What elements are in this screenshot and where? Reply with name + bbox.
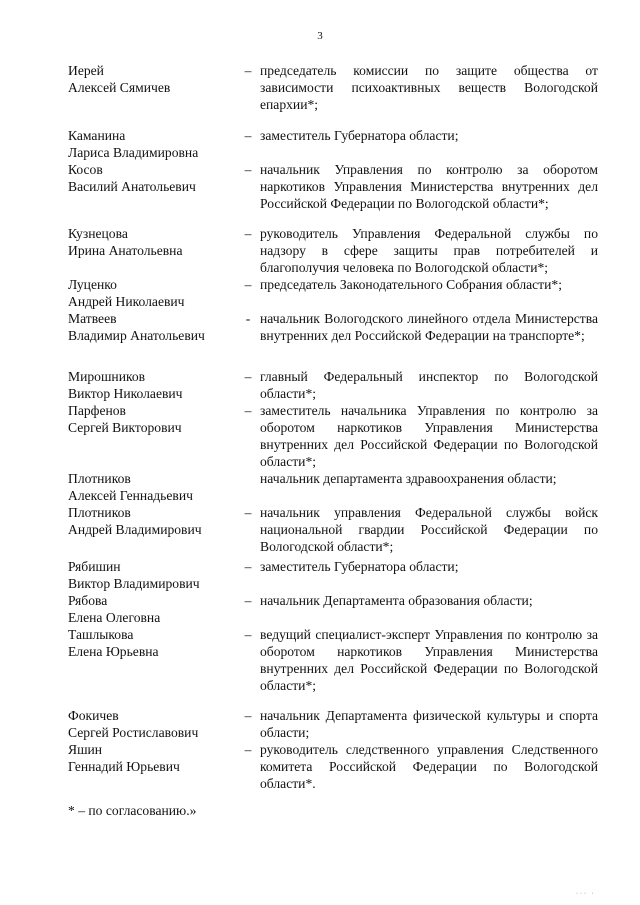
member-role: начальник Департамента образования области; [260,593,533,608]
commission-member-list [68,62,598,792]
member-given-names: Алексей Сямичев [68,80,171,95]
member-surname: Фокичев [68,708,119,723]
member-surname: Мирошников [68,369,146,384]
member-role: председатель комиссии по защите общества от зависимости психоактивных веществ Вологодской епархии*; [260,63,598,112]
entry-dash: – [244,559,252,574]
member-entry [68,470,598,504]
member-surname: Иерей [68,63,104,78]
entry-dash: – [244,708,252,723]
entry-dash: – [244,63,252,78]
member-name [68,161,236,212]
member-name [68,368,236,402]
member-entry [68,310,598,344]
member-surname: Косов [68,162,103,177]
member-given-names: Владимир Анатольевич [68,328,205,343]
member-name [68,592,236,626]
member-entry [68,127,598,161]
member-entry [68,558,598,592]
member-entry [68,276,598,310]
member-surname: Кузнецова [68,226,128,241]
member-surname: Рябишин [68,559,121,574]
page-number: 3 [317,30,323,42]
entry-dash: – [244,505,252,520]
member-given-names: Ирина Анатольевна [68,243,183,258]
entry-dash: – [244,128,252,143]
member-name [68,504,236,555]
member-entry [68,62,598,113]
entry-dash: – [244,593,252,608]
member-entry [68,626,598,694]
member-surname: Рябова [68,593,108,608]
scan-corner-marks: ··· · [576,891,596,897]
member-name [68,470,236,504]
member-given-names: Сергей Викторович [68,420,182,435]
member-surname: Каманина [68,128,126,143]
member-entry [68,402,598,470]
member-role: заместитель Губернатора области; [260,559,459,574]
member-role: начальник управления Федеральной службы войск национальной гвардии Российской Федерации по Вологодской области*; [260,505,598,554]
member-surname: Матвеев [68,311,117,326]
member-given-names: Алексей Геннадьевич [68,488,193,503]
member-name [68,402,236,470]
member-surname: Плотников [68,505,131,520]
member-role: председатель Законодательного Собрания области*; [260,277,562,292]
member-role: начальник Департамента физической культуры и спорта области; [260,708,598,740]
entry-dash: – [244,369,252,384]
member-entry [68,741,598,792]
member-entry [68,368,598,402]
footnote: * – по согласованию.» [68,803,197,818]
member-surname: Луценко [68,277,117,292]
member-role: ведущий специалист-эксперт Управления по контролю за оборотом наркотиков Управления Министерства внутренних дел Российской Федерации по Вологодской области*; [260,627,598,693]
member-given-names: Геннадий Юрьевич [68,759,180,774]
member-surname: Яшин [68,742,103,757]
member-role: начальник Управления по контролю за оборотом наркотиков Управления Министерства внутренних дел Российской Федерации по Вологодской области*; [260,162,598,211]
member-entry [68,225,598,276]
member-surname: Плотников [68,471,131,486]
member-name [68,62,236,113]
member-entry [68,504,598,555]
entry-dash: – [244,627,252,642]
entry-dash [236,470,260,504]
member-given-names: Лариса Владимировна [68,145,199,160]
member-surname: Парфенов [68,403,126,418]
member-given-names: Елена Олеговна [68,610,161,625]
member-surname: Ташлыкова [68,627,134,642]
member-name [68,225,236,276]
member-given-names: Елена Юрьевна [68,644,159,659]
entry-dash: – [244,226,252,241]
member-given-names: Сергей Ростиславович [68,725,199,740]
member-role: начальник Вологодского линейного отдела Министерства внутренних дел Российской Федерации на транспорте*; [260,311,598,343]
member-given-names: Виктор Николаевич [68,386,183,401]
member-entry [68,707,598,741]
member-name [68,707,236,741]
member-given-names: Виктор Владимирович [68,576,200,591]
entry-dash: – [244,403,252,418]
member-name [68,558,236,592]
entry-dash: - [245,311,251,326]
member-role: заместитель начальника Управления по контролю за оборотом наркотиков Управления Министерства внутренних дел Российской Федерации по Вологодской области*; [260,403,598,469]
member-name [68,741,236,792]
member-entry [68,592,598,626]
member-name [68,127,236,161]
member-role: главный Федеральный инспектор по Вологодской области*; [260,369,598,401]
member-given-names: Андрей Владимирович [68,522,202,537]
member-name [68,626,236,694]
entry-dash: – [244,742,252,757]
entry-dash: – [244,162,252,177]
member-name [68,276,236,310]
member-given-names: Василий Анатольевич [68,179,196,194]
entry-dash: – [244,277,252,292]
member-entry [68,161,598,212]
member-role: руководитель Управления Федеральной службы по надзору в сфере защиты прав потребителей и благополучия человека по Вологодской области*; [260,226,598,275]
member-role: заместитель Губернатора области; [260,128,459,143]
member-given-names: Андрей Николаевич [68,294,185,309]
member-role: руководитель следственного управления Следственного комитета Российской Федерации по Вологодской области*. [260,742,598,791]
member-name [68,310,236,344]
member-role: начальник департамента здравоохранения области; [260,471,557,486]
